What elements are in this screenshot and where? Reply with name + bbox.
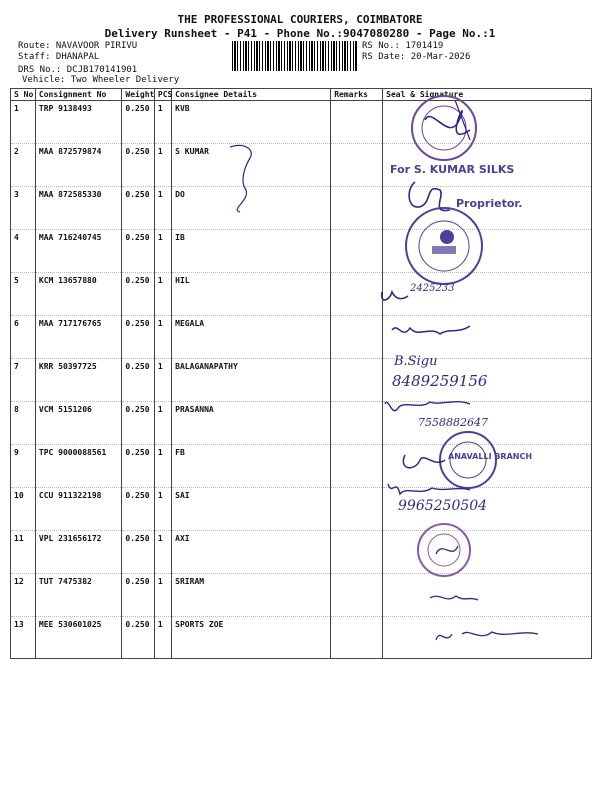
consignee-cell: SRIRAM <box>172 574 331 617</box>
sno-cell: 5 <box>11 273 36 316</box>
header-consignee: Consignee Details <box>172 89 331 101</box>
row5-phone: 2425233 <box>410 283 455 294</box>
consignment-cell: MEE 530601025 <box>35 617 122 659</box>
sriram-signature <box>430 596 478 600</box>
header-sno: S No <box>11 89 36 101</box>
consignment-cell: VPL 231656172 <box>35 531 122 574</box>
weight-cell: 0.250 <box>122 445 154 488</box>
sno-cell: 7 <box>11 359 36 402</box>
consignee-cell: PRASANNA <box>172 402 331 445</box>
staff-label: Staff: DHANAPAL <box>18 52 100 62</box>
pcs-cell: 1 <box>154 316 171 359</box>
sno-cell: 3 <box>11 187 36 230</box>
pcs-cell: 1 <box>154 617 171 659</box>
kvb-stamp <box>412 96 476 160</box>
consignment-cell: MAA 716240745 <box>35 230 122 273</box>
pcs-cell: 1 <box>154 488 171 531</box>
consignee-cell: BALAGANAPATHY <box>172 359 331 402</box>
row7-name: B.Sigu <box>394 354 438 369</box>
row10-phone: 9965250504 <box>398 498 488 514</box>
hil-signature <box>382 292 408 300</box>
pcs-cell: 1 <box>154 445 171 488</box>
weight-cell: 0.250 <box>122 531 154 574</box>
consignment-cell: VCM 5151206 <box>35 402 122 445</box>
sno-cell: 8 <box>11 402 36 445</box>
pcs-cell: 1 <box>154 144 171 187</box>
pcs-cell: 1 <box>154 574 171 617</box>
consignment-cell: KRR 50397725 <box>35 359 122 402</box>
sno-cell: 12 <box>11 574 36 617</box>
row8-phone: 7558882647 <box>418 416 488 429</box>
consignee-cell: KVB <box>172 101 331 144</box>
header-consignment: Consignment No <box>35 89 122 101</box>
consignee-cell: SAI <box>172 488 331 531</box>
row7-phone: 8489259156 <box>392 372 488 390</box>
header-weight: Weight <box>122 89 154 101</box>
sno-cell: 10 <box>11 488 36 531</box>
consignee-cell: MEGALA <box>172 316 331 359</box>
header-seal: Seal & Signature <box>383 89 592 101</box>
pcs-cell: 1 <box>154 273 171 316</box>
megala-signature <box>392 326 470 334</box>
weight-cell: 0.250 <box>122 230 154 273</box>
consignment-cell: MAA 872579874 <box>35 144 122 187</box>
skumar-stamp-line1: For S. KUMAR SILKS <box>390 163 515 176</box>
consignment-cell: KCM 13657880 <box>35 273 122 316</box>
consignee-cell: SPORTS ZOE <box>172 617 331 659</box>
row9-stamp-text: ANAVALLI BRANCH <box>448 452 533 461</box>
weight-cell: 0.250 <box>122 359 154 402</box>
weight-cell: 0.250 <box>122 316 154 359</box>
pcs-cell: 1 <box>154 402 171 445</box>
header-remarks: Remarks <box>331 89 383 101</box>
sno-cell: 2 <box>11 144 36 187</box>
pcs-cell: 1 <box>154 101 171 144</box>
weight-cell: 0.250 <box>122 574 154 617</box>
consignee-cell: FB <box>172 445 331 488</box>
pcs-cell: 1 <box>154 187 171 230</box>
weight-cell: 0.250 <box>122 187 154 230</box>
weight-cell: 0.250 <box>122 101 154 144</box>
sports-zoe-signature <box>436 632 538 640</box>
s-kumar-scribble <box>230 145 251 212</box>
skumar-stamp-line2: Proprietor. <box>456 197 523 210</box>
sno-cell: 4 <box>11 230 36 273</box>
consignee-cell: AXI <box>172 531 331 574</box>
rs-date: RS Date: 20-Mar-2026 <box>362 52 471 62</box>
sno-cell: 6 <box>11 316 36 359</box>
weight-cell: 0.250 <box>122 617 154 659</box>
sno-cell: 13 <box>11 617 36 659</box>
drs-label: DRS No.: DCJB170141901 <box>18 65 138 75</box>
weight-cell: 0.250 <box>122 273 154 316</box>
route-label: Route: NAVAVOOR PIRIVU <box>18 41 138 51</box>
consignment-cell: TUT 7475382 <box>35 574 122 617</box>
company-title: THE PROFESSIONAL COURIERS, COIMBATORE <box>177 13 423 26</box>
consignee-cell: S KUMAR <box>172 144 331 187</box>
sno-cell: 11 <box>11 531 36 574</box>
consignment-cell: MAA 717176765 <box>35 316 122 359</box>
weight-cell: 0.250 <box>122 488 154 531</box>
consignment-cell: TRP 9138493 <box>35 101 122 144</box>
weight-cell: 0.250 <box>122 144 154 187</box>
vehicle-label: Vehicle: Two Wheeler Delivery <box>22 75 180 85</box>
ib-stamp <box>406 208 482 284</box>
sno-cell: 1 <box>11 101 36 144</box>
sno-cell: 9 <box>11 445 36 488</box>
rs-number: RS No.: 1701419 <box>362 41 444 51</box>
consignee-cell: IB <box>172 230 331 273</box>
consignee-cell: DO <box>172 187 331 230</box>
do-signature <box>409 182 450 211</box>
header-pcs: PCS <box>154 89 171 101</box>
axi-stamp <box>418 524 470 576</box>
runsheet-subtitle: Delivery Runsheet - P41 - Phone No.:9047080280 - Page No.:1 <box>104 27 496 40</box>
pcs-cell: 1 <box>154 531 171 574</box>
pcs-cell: 1 <box>154 359 171 402</box>
consignment-cell: TPC 9000088561 <box>35 445 122 488</box>
weight-cell: 0.250 <box>122 402 154 445</box>
consignment-cell: CCU 911322198 <box>35 488 122 531</box>
prasanna-signature <box>385 402 470 411</box>
consignee-cell: HIL <box>172 273 331 316</box>
consignment-cell: MAA 872585330 <box>35 187 122 230</box>
pcs-cell: 1 <box>154 230 171 273</box>
